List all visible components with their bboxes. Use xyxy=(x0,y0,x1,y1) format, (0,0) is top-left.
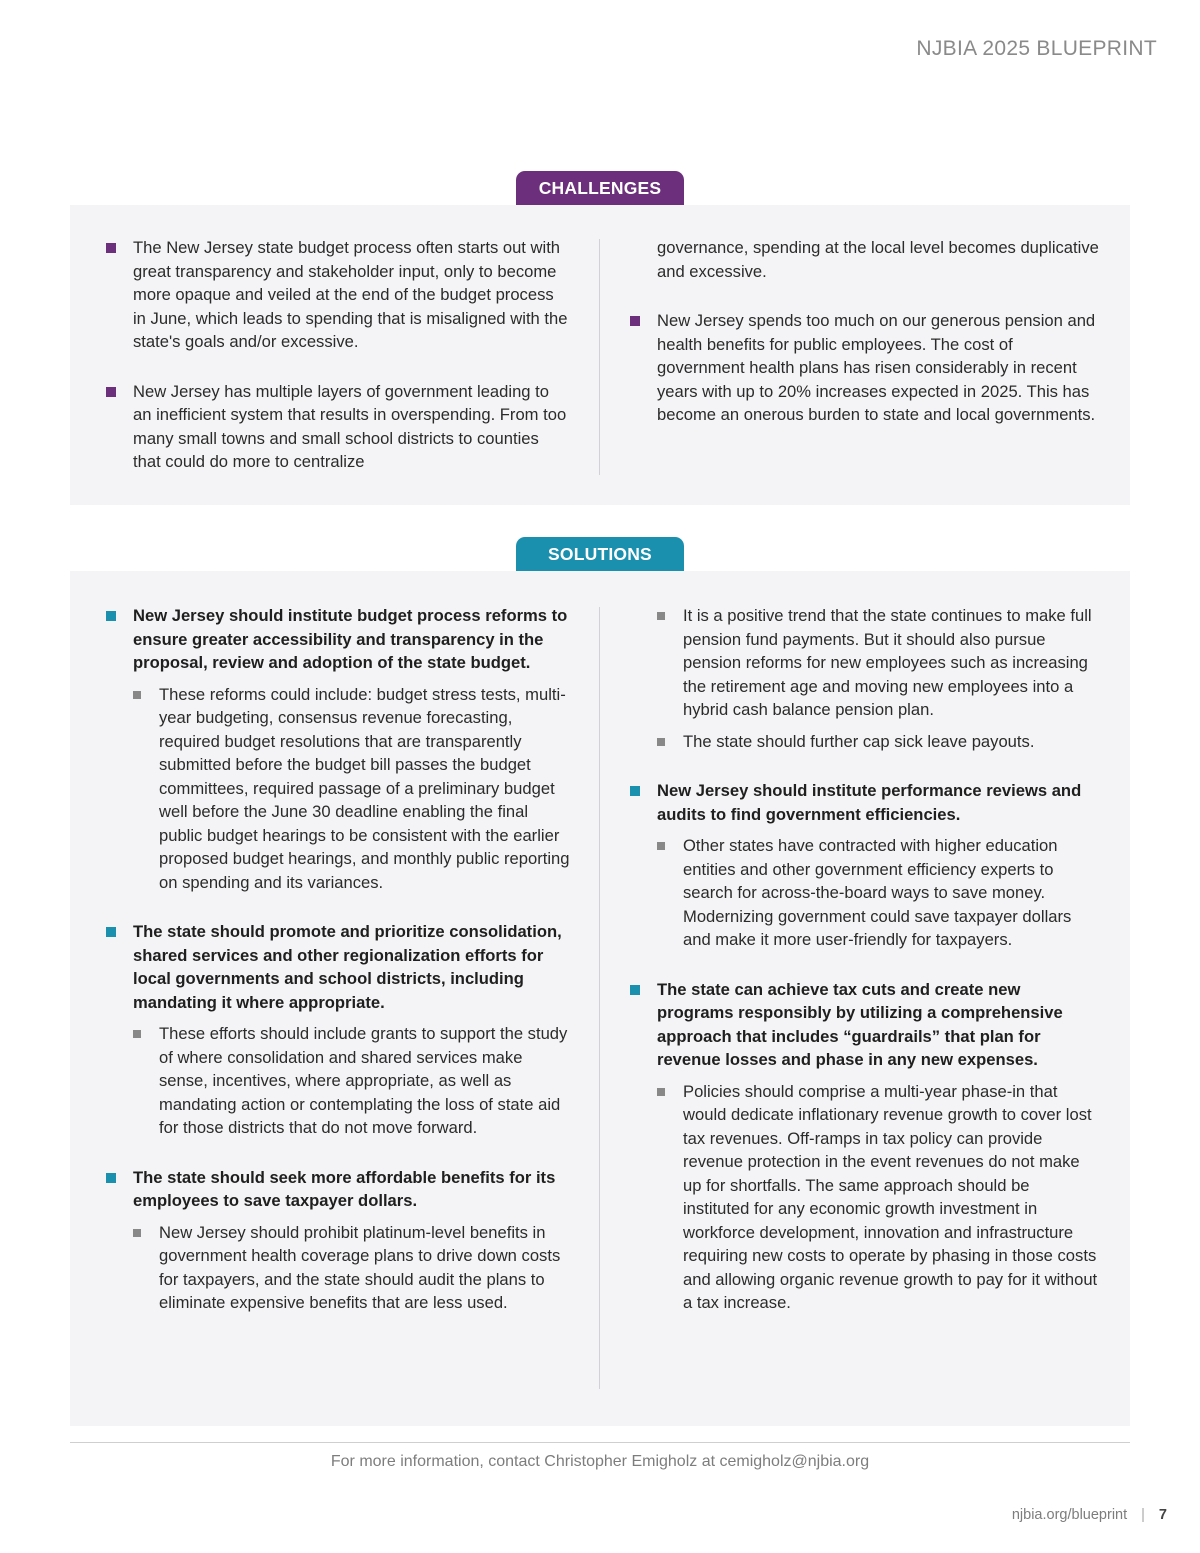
challenge-text: The New Jersey state budget process often starts out with great transparency and stakeholder input, only to become more opaque and veiled at the end of the budget process in June, which leads to spending that is misaligned with the state's goals and/or excessive. xyxy=(133,238,568,351)
square-bullet-icon xyxy=(657,738,665,746)
solution-heading: The state should promote and prioritize consolidation, shared services and other regionalization efforts for local governments and school districts, including mandating it where appropriate. xyxy=(133,922,562,1012)
square-bullet-icon xyxy=(657,842,665,850)
challenges-left-column xyxy=(106,236,570,474)
solution-sub-text: It is a positive trend that the state continues to make full pension fund payments. But it should also pursue pension reforms for new employees such as increasing the retirement age and moving new employees into a hybrid cash balance pension plan. xyxy=(683,606,1092,719)
challenge-text: New Jersey has multiple layers of government leading to an inefficient system that results in overspending. From too many small towns and small school districts to counties that could do more to centralize xyxy=(133,381,567,471)
solution-sub-item xyxy=(630,604,1100,722)
solution-item xyxy=(106,920,570,1014)
solution-heading: The state should seek more affordable benefits for its employees to save taxpayer dollars. xyxy=(133,1167,556,1210)
solution-heading: New Jersey should institute performance reviews and audits to find government efficiencies. xyxy=(657,781,1082,824)
solution-sub-item xyxy=(630,1080,1100,1315)
solutions-panel xyxy=(70,571,1130,1426)
solution-sub-text: Policies should comprise a multi-year phase-in that would dedicate inflationary revenue growth to cover lost tax revenues. Off-ramps in tax policy can provide revenue protection in the event revenues do not make up for shortfalls. The same approach should be instituted for any economic growth investment in workforce development, innovation and infrastructure requiring new costs to operate by phasing in those costs and allowing organic revenue growth to pay for it without a tax increase. xyxy=(683,1081,1098,1312)
solution-sub-text: These efforts should include grants to support the study of where consolidation and shared services make sense, incentives, where appropriate, as well as mandating action or contemplating the loss of state aid for those districts that do not move forward. xyxy=(159,1024,568,1137)
solution-heading: The state can achieve tax cuts and create new programs responsibly by utilizing a comprehensive approach that includes “guardrails” that plan for revenue losses and phase in any new expenses. xyxy=(657,979,1063,1069)
footer-url-link[interactable]: njbia.org/blueprint xyxy=(1011,1507,1128,1523)
solution-sub-text: New Jersey should prohibit platinum-level benefits in government health coverage plans to drive down costs for taxpayers, and the state should audit the plans to eliminate expensive benefits that are less used. xyxy=(159,1222,561,1312)
footer-contact: For more information, contact Christopher Emigholz at cemigholz@njbia.org xyxy=(330,1453,870,1470)
solutions-left-column xyxy=(106,604,570,1315)
solution-item xyxy=(106,1166,570,1213)
page-number: 7 xyxy=(1158,1507,1167,1523)
square-bullet-icon xyxy=(106,243,116,253)
square-bullet-icon xyxy=(657,612,665,620)
challenge-item xyxy=(630,309,1100,427)
footer-separator: | xyxy=(1141,1507,1145,1523)
square-bullet-icon xyxy=(106,611,116,621)
square-bullet-icon xyxy=(630,985,640,995)
solution-sub-item xyxy=(630,730,1100,754)
challenge-item xyxy=(106,236,570,354)
solution-sub-item xyxy=(630,834,1100,952)
solutions-tab-label: SOLUTIONS xyxy=(516,537,684,571)
square-bullet-icon xyxy=(630,316,640,326)
column-divider xyxy=(599,607,600,1389)
solution-sub-item xyxy=(106,683,570,895)
square-bullet-icon xyxy=(106,1173,116,1183)
solution-sub-item xyxy=(106,1221,570,1315)
footer-divider xyxy=(70,1442,1130,1443)
solution-sub-text: These reforms could include: budget stress tests, multi-year budgeting, consensus revenue forecasting, required budget resolutions that are transparently submitted before the budget bill passes the budget committees, required passage of a preliminary budget well before the June 30 deadline enabling the final public budget hearings to be consistent with the earlier proposed budget hearings, and monthly public reporting on spending and its variances. xyxy=(159,684,570,892)
solution-sub-text: Other states have contracted with higher education entities and other government efficiency experts to search for across-the-board ways to save money. Modernizing government could save taxpayer dollars and make it more user-friendly for taxpayers. xyxy=(683,836,1072,949)
solution-item xyxy=(630,978,1100,1072)
footer-page-info xyxy=(1012,1507,1167,1523)
solution-item xyxy=(106,604,570,675)
solution-heading: New Jersey should institute budget process reforms to ensure greater accessibility and transparency in the proposal, review and adoption of the state budget. xyxy=(133,606,568,672)
challenges-right-column xyxy=(630,236,1100,427)
challenges-panel xyxy=(70,205,1130,505)
solutions-right-column xyxy=(630,604,1100,1315)
challenge-text: New Jersey spends too much on our generous pension and health benefits for public employees. The cost of government health plans has risen considerably in recent years with up to 20% increases expected in 2025. This has become an onerous burden to state and local governments. xyxy=(657,311,1096,424)
square-bullet-icon xyxy=(133,691,141,699)
square-bullet-icon xyxy=(106,387,116,397)
square-bullet-icon xyxy=(133,1030,141,1038)
solution-sub-item xyxy=(106,1022,570,1140)
square-bullet-icon xyxy=(657,1088,665,1096)
document-header-title: NJBIA 2025 BLUEPRINT xyxy=(916,37,1157,60)
square-bullet-icon xyxy=(106,927,116,937)
challenges-tab-label: CHALLENGES xyxy=(516,171,684,205)
challenge-continuation xyxy=(630,236,1100,283)
challenge-text: governance, spending at the local level becomes duplicative and excessive. xyxy=(657,238,1099,281)
column-divider xyxy=(599,239,600,475)
solution-item xyxy=(630,779,1100,826)
square-bullet-icon xyxy=(133,1229,141,1237)
challenge-item xyxy=(106,380,570,474)
solution-sub-text: The state should further cap sick leave payouts. xyxy=(683,731,1035,751)
square-bullet-icon xyxy=(630,786,640,796)
